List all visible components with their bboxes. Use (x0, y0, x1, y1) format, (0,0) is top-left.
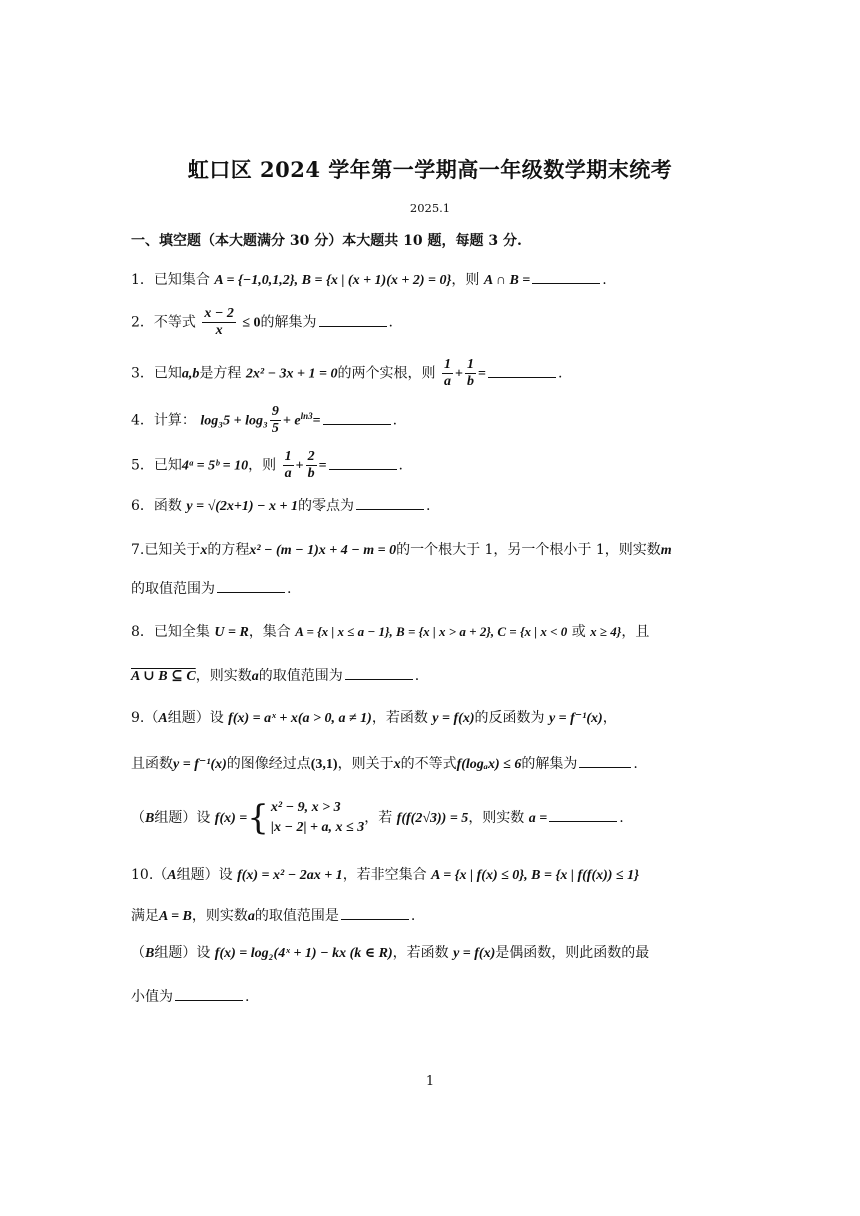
answer-blank[interactable] (341, 905, 409, 920)
punctuation: . (410, 908, 416, 924)
question-text: 的解集为 (260, 314, 317, 331)
math-expression: = (477, 366, 486, 382)
punctuation: . (392, 412, 398, 429)
question-10a (131, 865, 731, 886)
question-text: ，则 (451, 272, 480, 288)
answer-blank[interactable] (319, 312, 387, 327)
math-expression: 4ᵃ = 5ᵇ = 10 (181, 458, 249, 474)
math-expression: A = {x | x ≤ a − 1}, B = {x | x > a + 2}, C = {x | x < 0 (295, 624, 568, 639)
case-row: x² − 9, x > 3 (270, 800, 341, 815)
question-text: 且函数 (131, 756, 173, 772)
page-title: 虹口区 2024 学年第一学期高一年级数学期末统考 (187, 157, 673, 182)
left-brace: { (247, 798, 269, 838)
fraction (442, 357, 453, 390)
punctuation: . (414, 668, 420, 684)
question-text: ，若非空集合 (342, 867, 427, 883)
answer-blank[interactable] (329, 455, 397, 470)
math-expression: a (247, 909, 255, 924)
fraction (465, 357, 476, 390)
math-expression: A = {x | f(x) ≤ 0}, B = {x | f(f(x)) ≤ 1} (431, 868, 639, 883)
question-number: 6． (131, 498, 154, 514)
punctuation: . (619, 810, 624, 826)
question-text: 满足 (131, 908, 159, 924)
section-heading: 一、填空题（本大题满分 30 分）本大题共 10 题，每题 3 分. (131, 233, 522, 249)
question-7 (131, 540, 731, 561)
math-expression: x (393, 757, 401, 772)
fraction-denominator: b (466, 374, 474, 389)
answer-blank[interactable] (345, 665, 413, 680)
punctuation: . (287, 581, 292, 597)
fraction-denominator: a (443, 374, 451, 389)
answer-blank[interactable] (532, 269, 600, 284)
fraction (283, 449, 294, 482)
question-10b-line-2 (131, 986, 731, 1007)
group-label: B (145, 811, 155, 826)
math-expression: 2x² − 3x + 1 = 0 (245, 366, 338, 382)
fraction-numerator: 1 (443, 357, 451, 372)
question-number: 9.（ (131, 710, 159, 726)
math-expression: x² − (m − 1)x + 4 − m = 0 (249, 543, 397, 558)
question-text: ，且 (621, 624, 650, 640)
math-expression: y = √(2x+1) − x + 1 (186, 499, 299, 514)
punctuation: . (426, 498, 431, 514)
math-expression: A = {−1,0,1,2}, B = {x | (x + 1)(x + 2) = 0} (214, 273, 452, 288)
math-expression: U = R (214, 625, 249, 640)
question-9a-line-2 (131, 753, 731, 775)
group-label: A (167, 868, 177, 883)
question-text: 组题）设 (154, 945, 211, 961)
math-expression: y = f(x) (453, 946, 496, 961)
math-expression: f(x) = log₂(4ˣ + 1) − kx (k ∈ R) (214, 946, 393, 961)
question-6 (131, 495, 731, 517)
math-expression: (3,1) (310, 757, 338, 772)
question-10b (131, 943, 731, 964)
group-label: B (145, 946, 155, 961)
question-9b (131, 798, 731, 842)
question-text: 已知全集 (153, 624, 210, 640)
fraction-numerator: 9 (271, 404, 279, 419)
punctuation: ， (602, 710, 617, 726)
fraction-numerator: 1 (466, 357, 474, 372)
math-expression: y = f⁻¹(x) (173, 757, 227, 772)
question-text: 的图像经过点 (226, 756, 311, 772)
answer-blank[interactable] (549, 807, 617, 822)
question-text: 已知关于 (144, 542, 201, 558)
punctuation: . (557, 365, 563, 382)
punctuation: . (602, 272, 607, 288)
answer-blank[interactable] (488, 363, 556, 378)
question-text: ，则实数 (191, 908, 248, 924)
question-text: 的不等式 (400, 756, 457, 772)
fraction-numerator: x − 2 (204, 306, 234, 321)
fraction-denominator: 5 (271, 421, 279, 436)
question-number: 1． (131, 272, 154, 288)
punctuation: （ (131, 810, 145, 826)
math-expression: f(logₐx) ≤ 6 (456, 757, 522, 772)
punctuation: （ (131, 945, 145, 961)
question-3: 3．已知a,b是方程 2x² − 3x + 1 = 0的两个实根，则 $\frac{1}{a}$ + $\frac{1}{b}$ = . (131, 357, 563, 389)
question-text: 的两个实根，则 (337, 365, 436, 382)
math-expression: = (312, 413, 321, 429)
question-8-line-2 (131, 665, 731, 687)
math-expression: f(f(2√3)) = 5 (396, 811, 469, 826)
question-text: 的取值范围是 (254, 908, 339, 924)
question-text: ，若函数 (392, 945, 449, 961)
question-text: 组题）设 (176, 867, 233, 883)
punctuation: . (388, 314, 393, 331)
question-7-line-2 (131, 578, 731, 599)
math-expression: a = (528, 811, 548, 826)
question-text: 已知集合 (153, 272, 210, 288)
punctuation: . (633, 756, 638, 772)
punctuation: . (398, 457, 403, 474)
question-number: 10.（ (131, 867, 168, 883)
question-text: 是方程 (199, 365, 242, 382)
question-text: 已知 (153, 457, 182, 474)
question-text: 小值为 (131, 989, 173, 1005)
math-expression: f(x) = aˣ + x(a > 0, a ≠ 1) (228, 711, 372, 726)
math-expression: ≤ 0 (242, 315, 261, 331)
math-expression: log₃5 + log₃ (200, 413, 268, 429)
case-row: |x − 2| + a, x ≤ 3 (270, 820, 365, 835)
piecewise-cases (271, 798, 364, 838)
question-8 (131, 622, 731, 643)
answer-blank[interactable] (217, 578, 285, 593)
fraction-numerator: 1 (284, 449, 292, 464)
fraction-denominator: b (307, 466, 315, 481)
question-text: 的取值范围为 (131, 581, 215, 597)
question-text: 不等式 (153, 314, 196, 331)
answer-blank[interactable] (323, 410, 391, 425)
question-4 (131, 404, 731, 437)
question-text: ，若函数 (371, 710, 428, 726)
question-number: 7. (131, 542, 145, 558)
fraction (270, 404, 281, 437)
question-number: 2． (131, 314, 154, 331)
question-number: 4． (131, 412, 154, 429)
question-text: 计算： (153, 412, 196, 429)
page-number: 1 (425, 1074, 435, 1089)
question-number: 8． (131, 624, 154, 640)
fraction-numerator: 2 (307, 449, 315, 464)
question-text: 的反函数为 (474, 710, 545, 726)
fraction (202, 306, 235, 339)
math-expression: y = f(x) (432, 711, 475, 726)
math-expression: x ≥ 4} (590, 624, 622, 639)
question-text: ，若 (364, 810, 393, 826)
answer-blank[interactable] (356, 495, 424, 510)
math-expression: A ∪ B ⊆ C (131, 669, 196, 684)
fraction-denominator: a (284, 466, 292, 481)
math-expression: a (251, 669, 259, 684)
question-text: 组题）设 (167, 710, 224, 726)
question-5: 5．已知4ᵃ = 5ᵇ = 10，则 $\frac{1}{a}$ + $\frac{2}{b}$ = . (131, 449, 403, 481)
fraction-denominator: x (215, 323, 223, 338)
question-number: 5． (131, 457, 154, 474)
question-number: 3． (131, 365, 154, 382)
math-expression: A = B (159, 909, 192, 924)
question-text: 的取值范围为 (258, 668, 343, 684)
math-expression: = (318, 458, 327, 474)
math-expression: f(x) = x² − 2ax + 1 (237, 868, 343, 883)
question-text: ，则实数 (195, 668, 252, 684)
question-2 (131, 306, 731, 339)
math-expression: m (660, 543, 672, 558)
question-text: ，则实数 (468, 810, 525, 826)
group-label: A (158, 711, 168, 726)
math-expression: f(x) = (214, 811, 248, 826)
question-text: 的零点为 (298, 498, 355, 514)
math-expression: + e (282, 413, 301, 429)
question-text: 的解集为 (521, 756, 578, 772)
answer-blank[interactable] (175, 986, 243, 1001)
fraction (306, 449, 317, 482)
question-text: 已知 (153, 365, 182, 382)
question-text: 的一个根大于 1，另一个根小于 1，则实数 (396, 542, 661, 558)
answer-blank[interactable] (579, 753, 631, 768)
math-expression: y = f⁻¹(x) (548, 711, 603, 726)
question-text: 是偶函数，则此函数的最 (495, 945, 650, 961)
question-text: 函数 (153, 498, 182, 514)
question-text: 或 (571, 624, 586, 640)
question-text: 组题）设 (154, 810, 211, 826)
math-expression: A ∩ B = (483, 273, 531, 288)
exponent: ln3 (300, 410, 313, 421)
math-expression: a,b (181, 366, 200, 382)
exam-date: 2025.1 (409, 201, 451, 215)
question-text: ，则 (248, 457, 277, 474)
question-1 (131, 269, 731, 291)
question-text: ，集合 (248, 624, 291, 640)
punctuation: . (245, 989, 250, 1005)
question-9a (131, 708, 731, 729)
math-expression: x (200, 543, 208, 558)
question-text: 的方程 (207, 542, 250, 558)
question-text: ，则关于 (337, 756, 394, 772)
question-10a-line-2 (131, 905, 731, 927)
